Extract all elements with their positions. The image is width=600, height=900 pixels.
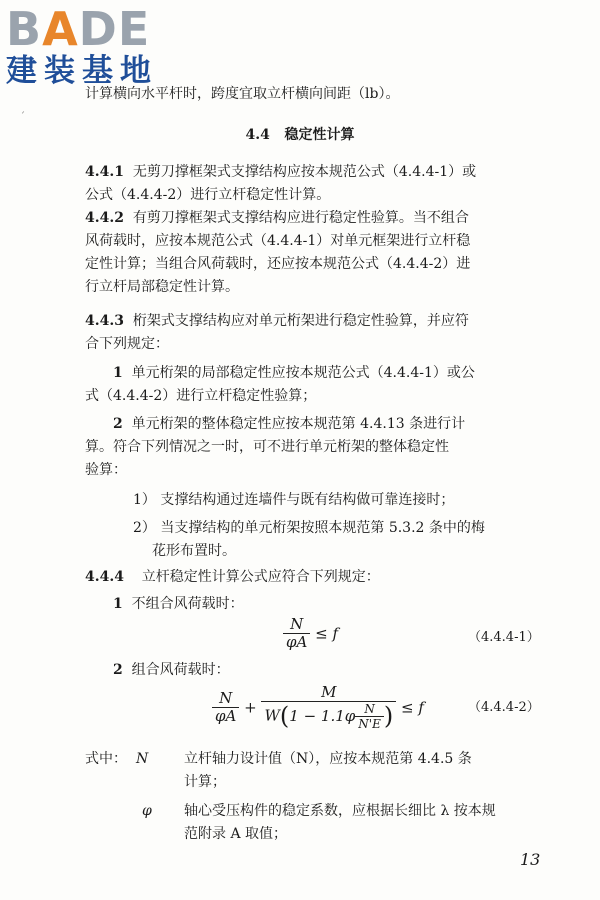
clause-444-item2 [113,660,230,680]
clause-444-text: 立杆稳定性计算公式应符合下列规定： [141,569,380,585]
def-phi-line-2: 范附录 A 取值； [184,826,288,842]
section-heading [0,124,600,144]
clause-441-number: 4.4.1 [85,164,124,180]
clause-443-sub1-number: 1） [133,492,156,508]
eq2-term1-numerator: N [212,690,239,708]
eq2-term1 [212,690,239,725]
clause-442-line-1 [85,208,469,228]
eq2-w: W [264,706,280,725]
clause-444-item1-number: 1 [113,596,123,612]
clause-443-sub1-text: 支撑结构通过连墙件与既有结构做可靠连接时； [160,492,455,508]
clause-442-line-4: 行立杆局部稳定性计算。 [85,279,239,295]
clause-443-line-2: 合下列规定： [85,336,169,352]
logo-letters-de: DE [78,2,151,56]
eq2-paren-open: ( [279,702,290,730]
eq1-denominator: φA [286,633,308,651]
clause-442-line-3: 定性计算；当组合风荷载时，还应按本规范公式（4.4.4-2）进 [85,256,471,272]
clause-444-item1 [113,594,244,614]
logo-letter-b: B [6,2,43,56]
clause-443-item2-line-1 [113,414,465,434]
def-n-line-1: 立杆轴力设计值（N），应按本规范第 4.4.5 条 [184,751,472,767]
equation-1 [283,616,338,651]
clause-443-sub1 [133,490,454,510]
stray-mark: ˊ [20,112,25,123]
clause-443-sub2-line-1 [133,518,485,538]
clause-441-line-1 [85,162,476,182]
clause-443-text-1: 桁架式支撑结构应对单元桁架进行稳定性验算，并应符 [132,313,469,329]
eq2-term2 [261,684,396,731]
page-number: 13 [520,850,541,869]
clause-441-line-2: 公式（4.4.4-2）进行立杆稳定性计算。 [85,187,331,203]
clause-443-number: 4.4.3 [85,313,124,329]
clause-443-item1-line-2: 式（4.4.4-2）进行立杆稳定性验算； [85,388,317,404]
eq2-plus: + [244,698,257,717]
clause-443-sub2-line-2: 花形布置时。 [152,543,236,559]
eq2-label: （4.4.4-2） [468,700,540,715]
logo-cn-text: 建装基地 [6,53,158,89]
logo-wordmark [6,4,158,54]
eq2-coefficient: 1 − 1.1φ [289,707,356,725]
eq2-inner-fraction [355,702,384,731]
eq2-rhs: ≤ f [401,698,424,717]
eq1-label: （4.4.4-1） [468,630,540,645]
clause-444-item2-text: 组合风荷载时： [131,662,230,678]
eq2-term1-denominator: φA [215,707,237,725]
eq2-inner-numerator: N [355,702,384,717]
clause-443-item2-line-2: 算。符合下列情况之一时，可不进行单元桁架的整体稳定性 [85,439,449,455]
clause-442-line-2: 风荷载时，应按本规范公式（4.4.4-1）对单元框架进行立杆稳 [85,233,471,249]
def-n-symbol: N [136,751,149,767]
eq2-term2-numerator: M [261,684,396,702]
clause-443-item2-line-3: 验算： [85,462,127,478]
eq2-inner-denominator: N'E [358,717,381,731]
where-label: 式中： [85,751,127,767]
eq2-term2-denominator [261,702,396,731]
def-n-line-2: 计算； [184,774,226,790]
eq1-numerator: N [283,616,310,634]
clause-442-text-1: 有剪刀撑框架式支撑结构应进行稳定性验算。当不组合 [132,210,469,226]
clause-443-line-1 [85,311,469,331]
section-number: 4.4 [245,127,270,143]
top-continuation-line: 计算横向水平杆时，跨度宜取立杆横向间距（lb）。 [85,86,400,102]
def-phi-line-1: 轴心受压构件的稳定系数，应根据长细比 λ 按本规 [184,803,496,819]
clause-443-item1-number: 1 [113,365,123,381]
equation-2 [212,684,424,731]
clause-441-text-1: 无剪刀撑框架式支撑结构应按本规范公式（4.4.4-1）或 [132,164,477,180]
eq1-rhs: ≤ f [315,624,339,643]
clause-442-number: 4.4.2 [85,210,124,226]
clause-444-line-1 [85,567,380,587]
eq2-paren-close: ) [383,702,394,730]
section-title: 稳定性计算 [284,127,355,143]
clause-444-number: 4.4.4 [85,569,124,585]
clause-443-item1-line-1 [113,363,475,383]
clause-444-item2-number: 2 [113,662,123,678]
clause-443-sub2-text-1: 当支撑结构的单元桁架按照本规范第 5.3.2 条中的梅 [160,520,485,536]
clause-444-item1-text: 不组合风荷载时： [131,596,244,612]
logo-letter-a: A [42,2,79,56]
eq1-fraction [283,616,310,651]
def-phi-symbol: φ [142,803,152,819]
clause-443-item2-number: 2 [113,416,123,432]
clause-443-item1-text-1: 单元桁架的局部稳定性应按本规范公式（4.4.4-1）或公 [131,365,475,381]
clause-443-sub2-number: 2） [133,520,156,536]
clause-443-item2-text-1: 单元桁架的整体稳定性应按本规范第 4.4.13 条进行计 [131,416,466,432]
watermark-logo [6,4,158,88]
